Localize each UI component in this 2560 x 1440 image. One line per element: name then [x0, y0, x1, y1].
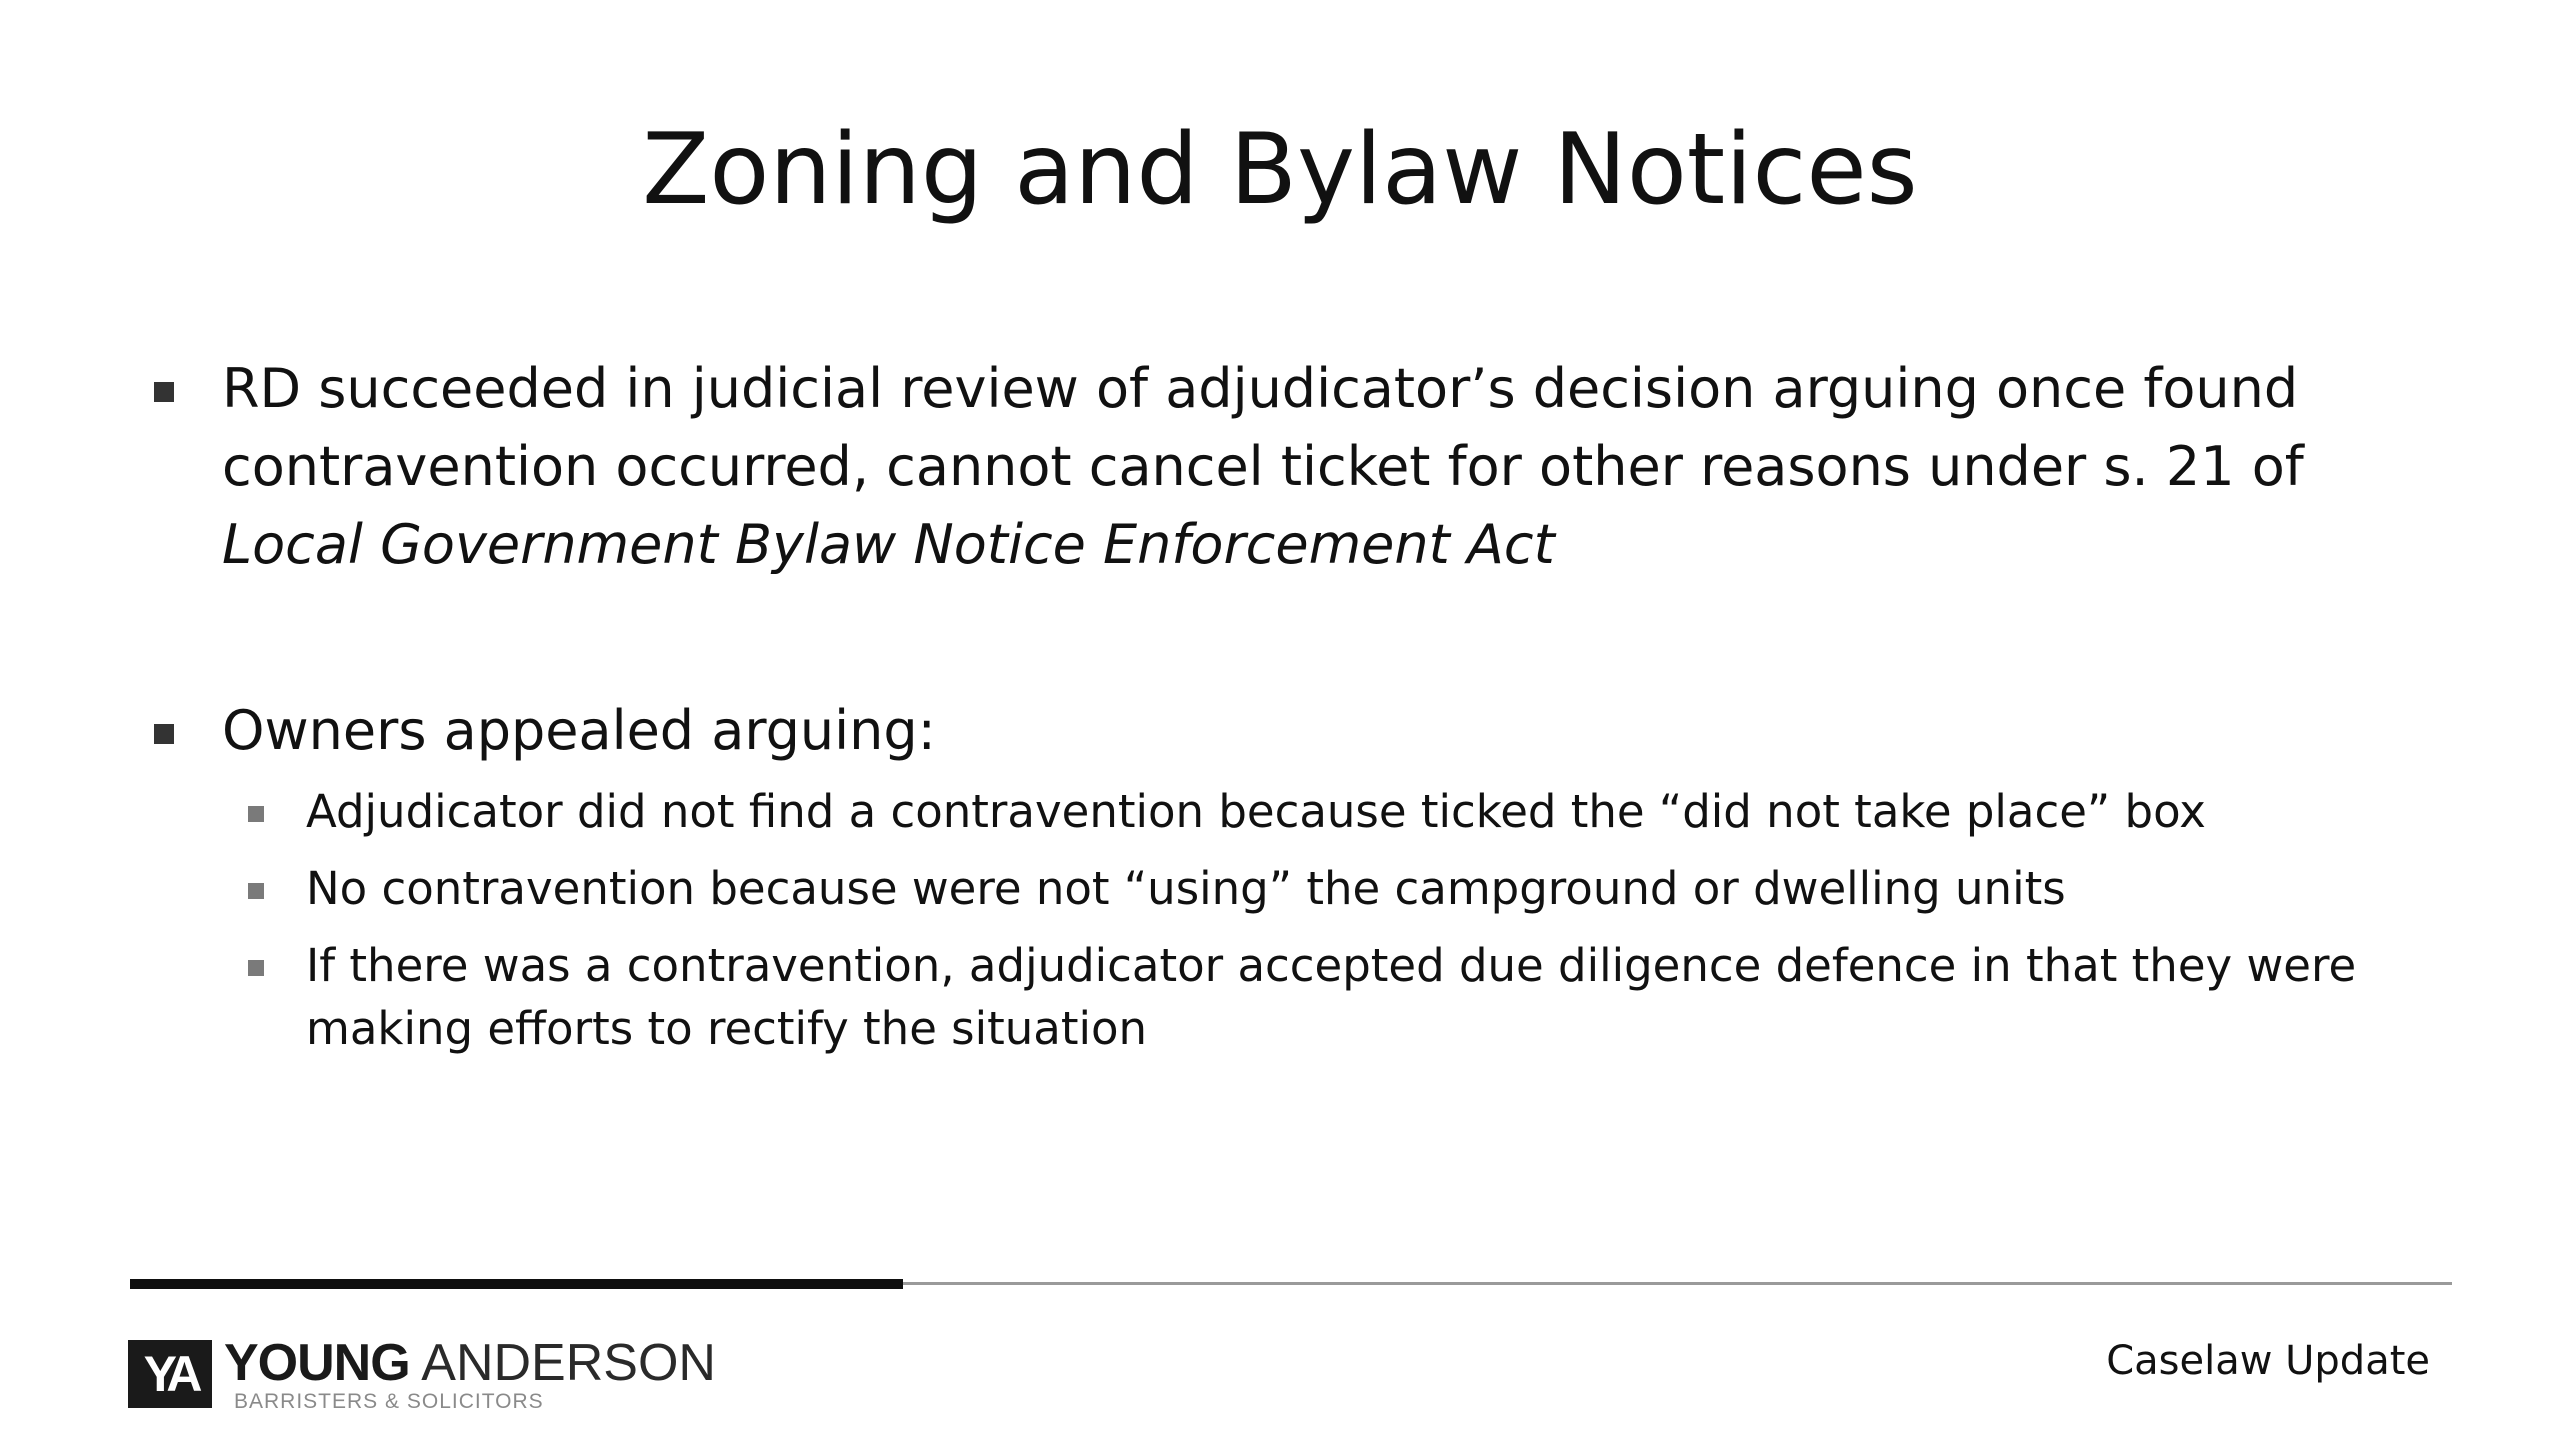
square-bullet-icon: [154, 382, 174, 402]
logo-name-bold: YOUNG: [224, 1334, 410, 1392]
square-bullet-icon: [154, 724, 174, 744]
bullet-text: Owners appealed arguing:: [222, 699, 936, 762]
company-logo: [128, 1336, 716, 1412]
sub-bullet-item: [148, 857, 2408, 920]
footer-rule-accent: [130, 1279, 903, 1289]
bullet-item: [148, 692, 2408, 770]
sub-bullet-text: Adjudicator did not find a contravention because ticked the “did not take place” box: [306, 785, 2206, 838]
sub-bullet-item: [148, 780, 2408, 843]
logo-name-light: ANDERSON: [421, 1334, 716, 1392]
logo-mark-icon: YA: [128, 1340, 212, 1408]
sub-bullet-text: If there was a contravention, adjudicator accepted due diligence defence in that they were making efforts to rectify the situation: [306, 939, 2357, 1055]
logo-text: [224, 1336, 716, 1414]
bullet-text-italic: Local Government Bylaw Notice Enforcement Act: [222, 513, 1555, 576]
sub-bullet-item: [148, 934, 2408, 1060]
sub-bullet-list: [148, 780, 2408, 1060]
square-sub-bullet-icon: [248, 806, 264, 822]
square-sub-bullet-icon: [248, 883, 264, 899]
bullet-item: [148, 350, 2408, 584]
footer-caption: Caselaw Update: [2106, 1338, 2430, 1384]
square-sub-bullet-icon: [248, 960, 264, 976]
slide-title: Zoning and Bylaw Notices: [642, 113, 1918, 227]
sub-bullet-text: No contravention because were not “using” the campground or dwelling units: [306, 862, 2066, 915]
logo-tagline: BARRISTERS & SOLICITORS: [234, 1390, 544, 1413]
logo-name: [224, 1336, 716, 1390]
bullet-list: [148, 350, 2408, 1074]
bullet-text: RD succeeded in judicial review of adjudicator’s decision arguing once found contravention occurred, cannot cancel ticket for other reasons under s. 21 of: [222, 357, 2304, 498]
